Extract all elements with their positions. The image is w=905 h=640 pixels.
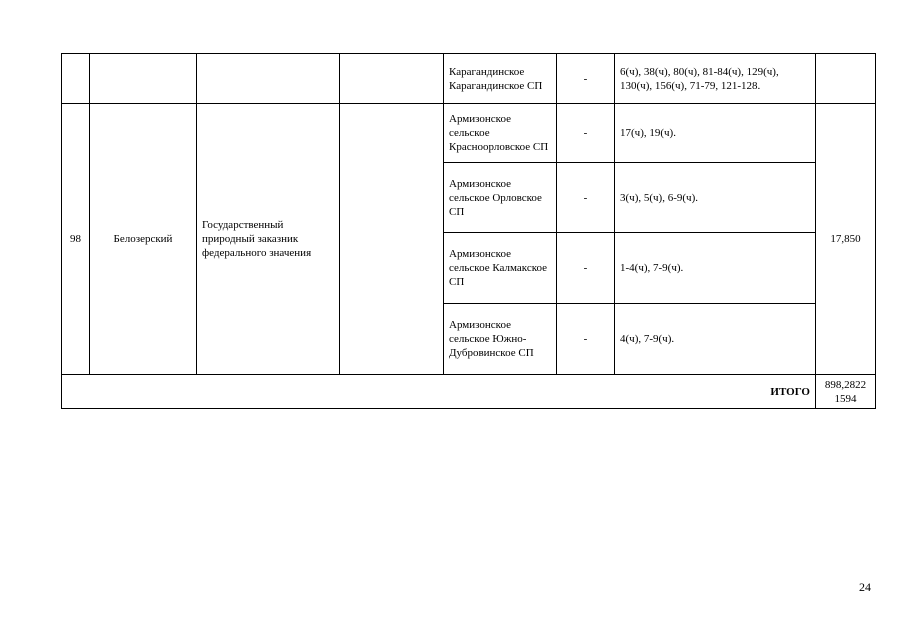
total-value: 898,2822 1594 <box>816 375 876 409</box>
empty-cell <box>62 54 90 104</box>
settlement-cell: Армизонское сельское Орловское СП <box>444 163 557 233</box>
empty-cell <box>340 104 444 375</box>
category-cell: Государственный природный заказник федерального значения <box>197 104 340 375</box>
dash-cell: - <box>557 54 615 104</box>
table-row <box>62 104 876 163</box>
empty-cell <box>90 54 197 104</box>
settlement-cell: Карагандинское Карагандинское СП <box>444 54 557 104</box>
dash-cell: - <box>557 104 615 163</box>
area-cell: 17,850 <box>816 104 876 375</box>
land-table <box>61 53 876 409</box>
dash-cell: - <box>557 233 615 304</box>
parts-cell: 6(ч), 38(ч), 80(ч), 81-84(ч), 129(ч), 130(ч), 156(ч), 71-79, 121-128. <box>615 54 816 104</box>
empty-cell <box>816 54 876 104</box>
empty-cell <box>340 54 444 104</box>
table-row <box>62 54 876 104</box>
parts-cell: 4(ч), 7-9(ч). <box>615 304 816 375</box>
dash-cell: - <box>557 304 615 375</box>
settlement-cell: Армизонское сельское Калмакское СП <box>444 233 557 304</box>
page-number: 24 <box>859 580 871 594</box>
settlement-cell: Армизонское сельское Южно-Дубровинское СП <box>444 304 557 375</box>
empty-cell <box>197 54 340 104</box>
parts-cell: 1-4(ч), 7-9(ч). <box>615 233 816 304</box>
row-number: 98 <box>62 104 90 375</box>
district-cell: Белозерский <box>90 104 197 375</box>
parts-cell: 3(ч), 5(ч), 6-9(ч). <box>615 163 816 233</box>
settlement-cell: Армизонское сельское Красноорловское СП <box>444 104 557 163</box>
total-label: ИТОГО <box>62 375 816 409</box>
total-row <box>62 375 876 409</box>
dash-cell: - <box>557 163 615 233</box>
parts-cell: 17(ч), 19(ч). <box>615 104 816 163</box>
